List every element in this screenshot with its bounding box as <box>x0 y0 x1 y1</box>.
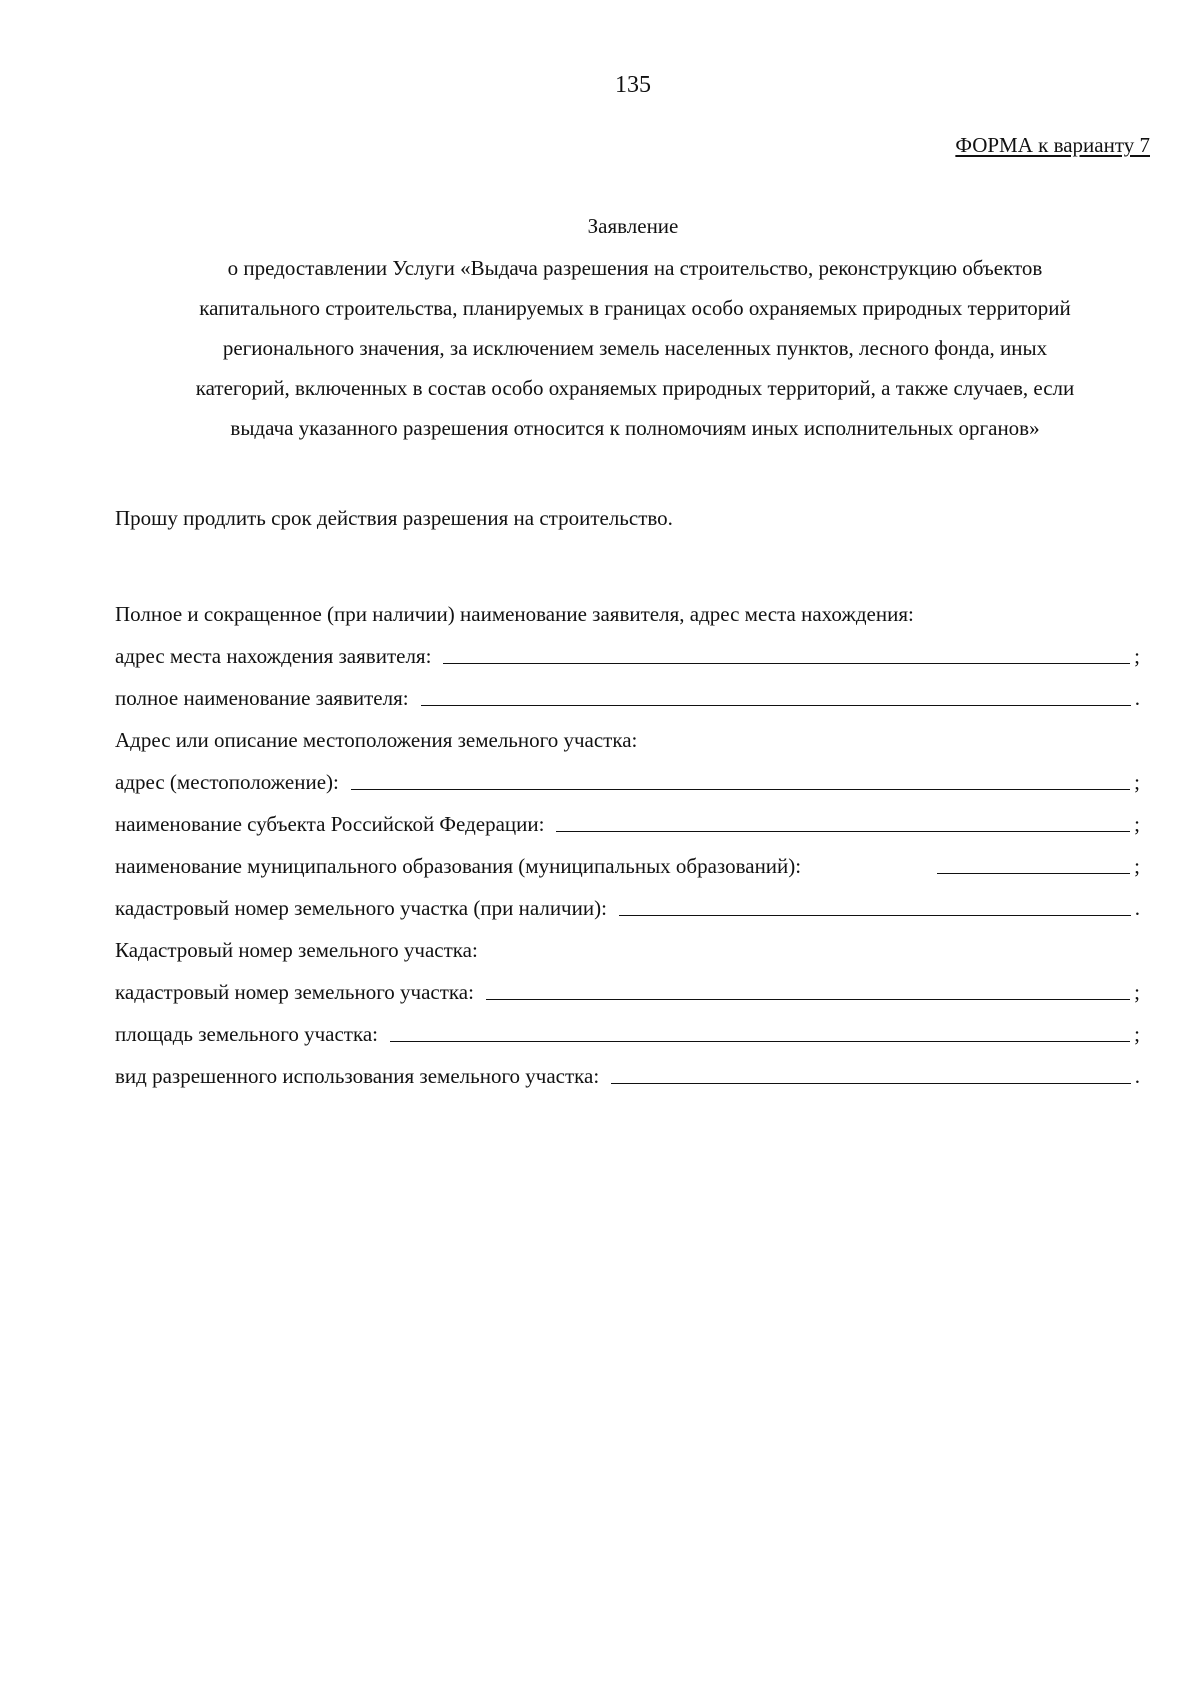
subject-line: о предоставлении Услуги «Выдача разрешения на строительство, реконструкцию объектов <box>227 256 1043 280</box>
field-applicant-full-name <box>115 669 1140 711</box>
municipality-input[interactable] <box>937 852 1130 874</box>
land-address-input[interactable] <box>351 768 1130 790</box>
field-label: кадастровый номер земельного участка (при наличии): <box>115 896 607 920</box>
field-end-mark: ; <box>1134 980 1140 1004</box>
federal-subject-input[interactable] <box>556 810 1130 832</box>
form-reference: ФОРМА к варианту 7 <box>955 133 1150 157</box>
request-text: Прошу продлить срок действия разрешения на строительство. <box>115 506 673 530</box>
field-end-mark: ; <box>1134 812 1140 836</box>
field-label: площадь земельного участка: <box>115 1022 379 1046</box>
field-municipality <box>115 837 1140 879</box>
land-area-input[interactable] <box>390 1020 1130 1042</box>
field-end-mark: . <box>1134 896 1140 920</box>
field-federal-subject <box>115 795 1140 837</box>
subject-line: регионального значения, за исключением земель населенных пунктов, лесного фонда, иных <box>222 336 1048 360</box>
field-land-area <box>115 1005 1140 1047</box>
field-land-address <box>115 753 1140 795</box>
field-end-mark: ; <box>1134 1022 1140 1046</box>
field-end-mark: ; <box>1134 854 1140 878</box>
field-label: наименование муниципального образования (муниципальных образований): <box>115 854 802 878</box>
form-fields <box>115 585 1140 1089</box>
applicant-section-heading <box>115 585 1140 627</box>
field-label: кадастровый номер земельного участка: <box>115 980 474 1004</box>
document-subject <box>110 248 1160 448</box>
cadastral-optional-input[interactable] <box>619 894 1131 916</box>
field-label: вид разрешенного использования земельного участка: <box>115 1064 600 1088</box>
field-label: адрес (местоположение): <box>115 770 339 794</box>
subject-line: капитального строительства, планируемых в границах особо охраняемых природных территорий <box>199 296 1071 320</box>
cadastral-number-input[interactable] <box>486 978 1130 1000</box>
field-label: полное наименование заявителя: <box>115 686 409 710</box>
applicant-address-input[interactable] <box>443 642 1130 664</box>
field-label: адрес места нахождения заявителя: <box>115 644 432 668</box>
field-end-mark: ; <box>1134 770 1140 794</box>
section-heading: Кадастровый номер земельного участка: <box>115 938 478 962</box>
field-applicant-address <box>115 627 1140 669</box>
document-heading: Заявление <box>587 214 679 238</box>
field-end-mark: ; <box>1134 644 1140 668</box>
subject-line: выдача указанного разрешения относится к полномочиям иных исполнительных органов» <box>230 416 1040 440</box>
page-number: 135 <box>615 72 651 98</box>
field-cadastral-number <box>115 963 1140 1005</box>
field-end-mark: . <box>1134 686 1140 710</box>
field-end-mark: . <box>1134 1064 1140 1088</box>
field-permitted-use <box>115 1047 1140 1089</box>
applicant-full-name-input[interactable] <box>421 684 1131 706</box>
cadastral-section-heading <box>115 921 1140 963</box>
section-heading: Адрес или описание местоположения земельного участка: <box>115 728 638 752</box>
subject-line: категорий, включенных в состав особо охраняемых природных территорий, а также случаев, если <box>195 376 1075 400</box>
field-label: наименование субъекта Российской Федерации: <box>115 812 545 836</box>
land-location-section-heading <box>115 711 1140 753</box>
section-heading: Полное и сокращенное (при наличии) наименование заявителя, адрес места нахождения: <box>115 602 914 626</box>
field-cadastral-optional <box>115 879 1140 921</box>
permitted-use-input[interactable] <box>611 1062 1131 1084</box>
